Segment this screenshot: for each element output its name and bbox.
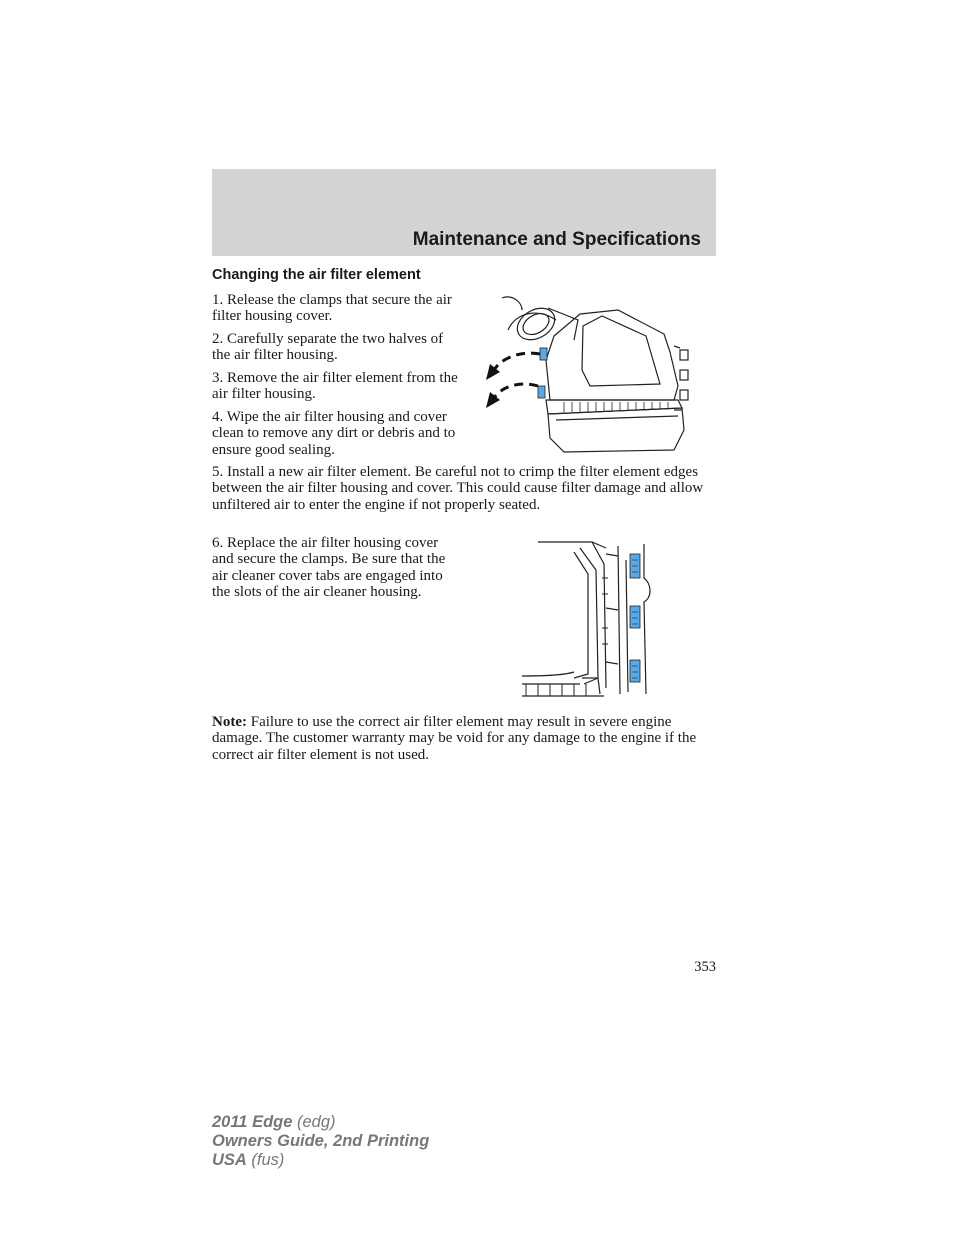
air-filter-housing-illustration — [478, 290, 700, 455]
step-2: 2. Carefully separate the two halves of the air filter housing. — [212, 331, 444, 364]
step-5: 5. Install a new air filter element. Be careful not to crimp the filter element edges between the air filter housing and cover. This could cause filter damage and allow unfiltered air to enter the engine if not properly seated. — [212, 464, 704, 513]
footer-model: 2011 Edge — [212, 1113, 293, 1131]
footer-model-code: (edg) — [292, 1113, 336, 1131]
footer-line-3 — [212, 1151, 429, 1170]
step-1: 1. Release the clamps that secure the air filter housing cover. — [212, 292, 452, 325]
footer-market-code: (fus) — [246, 1151, 285, 1169]
page-number: 353 — [694, 959, 716, 975]
footer-market: USA — [212, 1151, 247, 1169]
note-paragraph — [212, 714, 707, 763]
subheading: Changing the air filter element — [212, 267, 421, 283]
section-title: Maintenance and Specifications — [412, 229, 701, 250]
footer-line-1 — [212, 1113, 429, 1132]
step-6: 6. Replace the air filter housing cover and secure the clamps. Be sure that the air cleaner cover tabs are engaged into the slots of the air cleaner housing. — [212, 535, 446, 600]
footer-line-2: Owners Guide, 2nd Printing — [212, 1132, 430, 1150]
note-text: Failure to use the correct air filter element may result in severe engine damage. The customer warranty may be void for any damage to the engine if the correct air filter element is not used. — [212, 714, 697, 763]
step-3: 3. Remove the air filter element from the air filter housing. — [212, 370, 458, 403]
note-label: Note: — [212, 714, 247, 730]
cover-tabs-illustration — [522, 538, 654, 698]
footer — [212, 1113, 429, 1170]
step-4: 4. Wipe the air filter housing and cover clean to remove any dirt or debris and to ensure good sealing. — [212, 409, 456, 458]
section-header-band — [212, 169, 716, 256]
